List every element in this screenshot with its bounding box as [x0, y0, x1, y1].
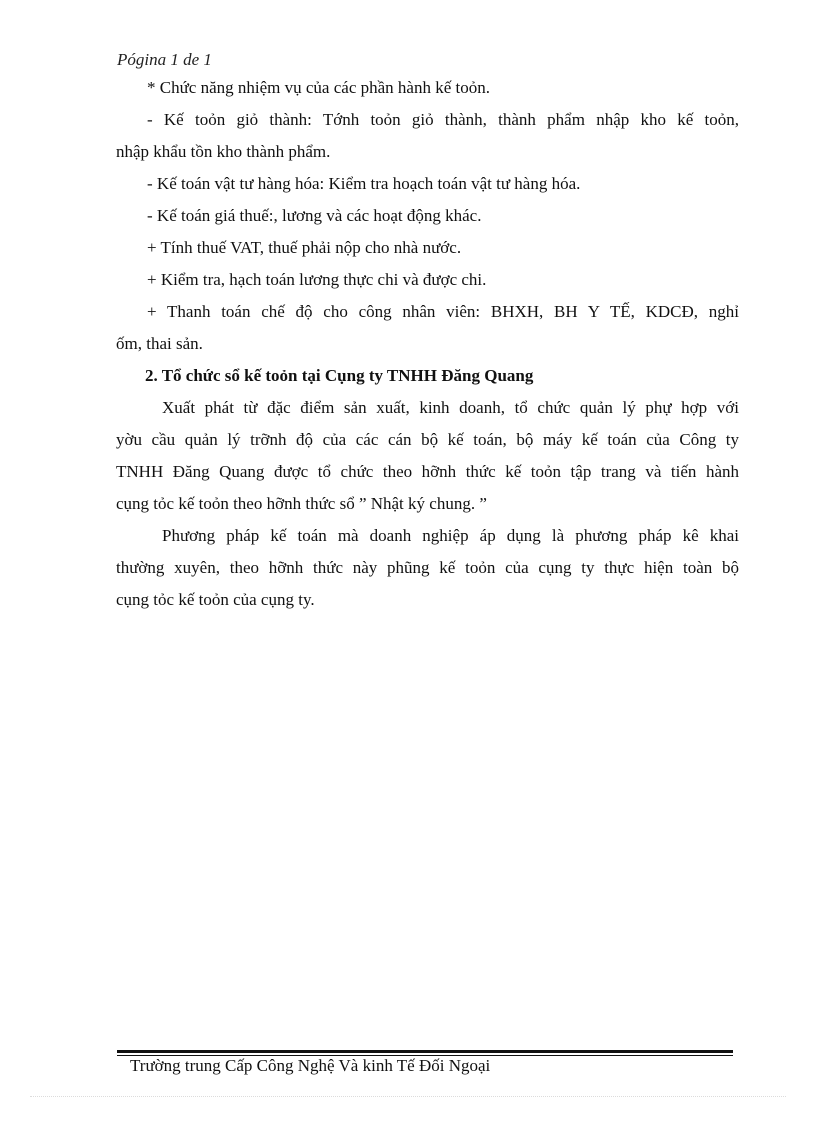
section-heading-bookkeeping: 2. Tổ chức sổ kế toỏn tại Cụng ty TNHH Đăng Quang	[145, 366, 534, 385]
paragraph-line: + Kiểm tra, hạch toán lương thực chi và được chi.	[147, 270, 487, 289]
paragraph-line: TNHH Đăng Quang được tổ chức theo hỡnh thức kế toỏn tập trang và tiến hành	[116, 462, 739, 481]
paragraph-line: Phương pháp kế toán mà doanh nghiệp áp dụng là phương pháp kê khai	[162, 526, 739, 545]
paragraph-line: nhập khẩu tồn kho thành phẩm.	[116, 142, 331, 161]
paragraph-line: + Thanh toán chế độ cho công nhân viên: BHXH, BH Y TẾ, KDCĐ, nghỉ	[147, 302, 739, 321]
footer-rule-thick	[117, 1050, 733, 1053]
paragraph-line: yờu cầu quản lý trỡnh độ của các cán bộ kế toán, bộ máy kế toán của Công ty	[116, 430, 739, 449]
paragraph-line: + Tính thuế VAT, thuế phải nộp cho nhà nước.	[147, 238, 462, 257]
paragraph-line: - Kế toán vật tư hàng hóa: Kiểm tra hoạch toán vật tư hàng hóa.	[147, 174, 581, 193]
paragraph-line: ốm, thai sản.	[116, 334, 203, 353]
page-number-header: Pógina 1 de 1	[117, 50, 212, 69]
paragraph-line: cụng tỏc kế toỏn của cụng ty.	[116, 590, 315, 609]
paragraph-line: cụng tỏc kế toỏn theo hỡnh thức sổ ” Nhật ký chung. ”	[116, 494, 487, 513]
section-heading-functions: * Chức năng nhiệm vụ của các phần hành kế toỏn.	[147, 78, 490, 97]
paragraph-line: - Kế toán giá thuế:, lương và các hoạt động khác.	[147, 206, 482, 225]
paragraph-line: - Kế toỏn giỏ thành: Tớnh toỏn giỏ thành, thành phẩm nhập kho kế toỏn,	[147, 110, 739, 129]
paragraph-line: thường xuyên, theo hỡnh thức này phũng kế toỏn của cụng ty thực hiện toàn bộ	[116, 558, 739, 577]
paragraph-line: Xuất phát từ đặc điểm sản xuất, kinh doanh, tổ chức quản lý phự hợp với	[162, 398, 739, 417]
document-body	[116, 72, 739, 616]
footer-school-name: Trường trung Cấp Công Nghệ Và kinh Tế Đối Ngoại	[130, 1056, 491, 1075]
page-bottom-border	[30, 1096, 786, 1097]
